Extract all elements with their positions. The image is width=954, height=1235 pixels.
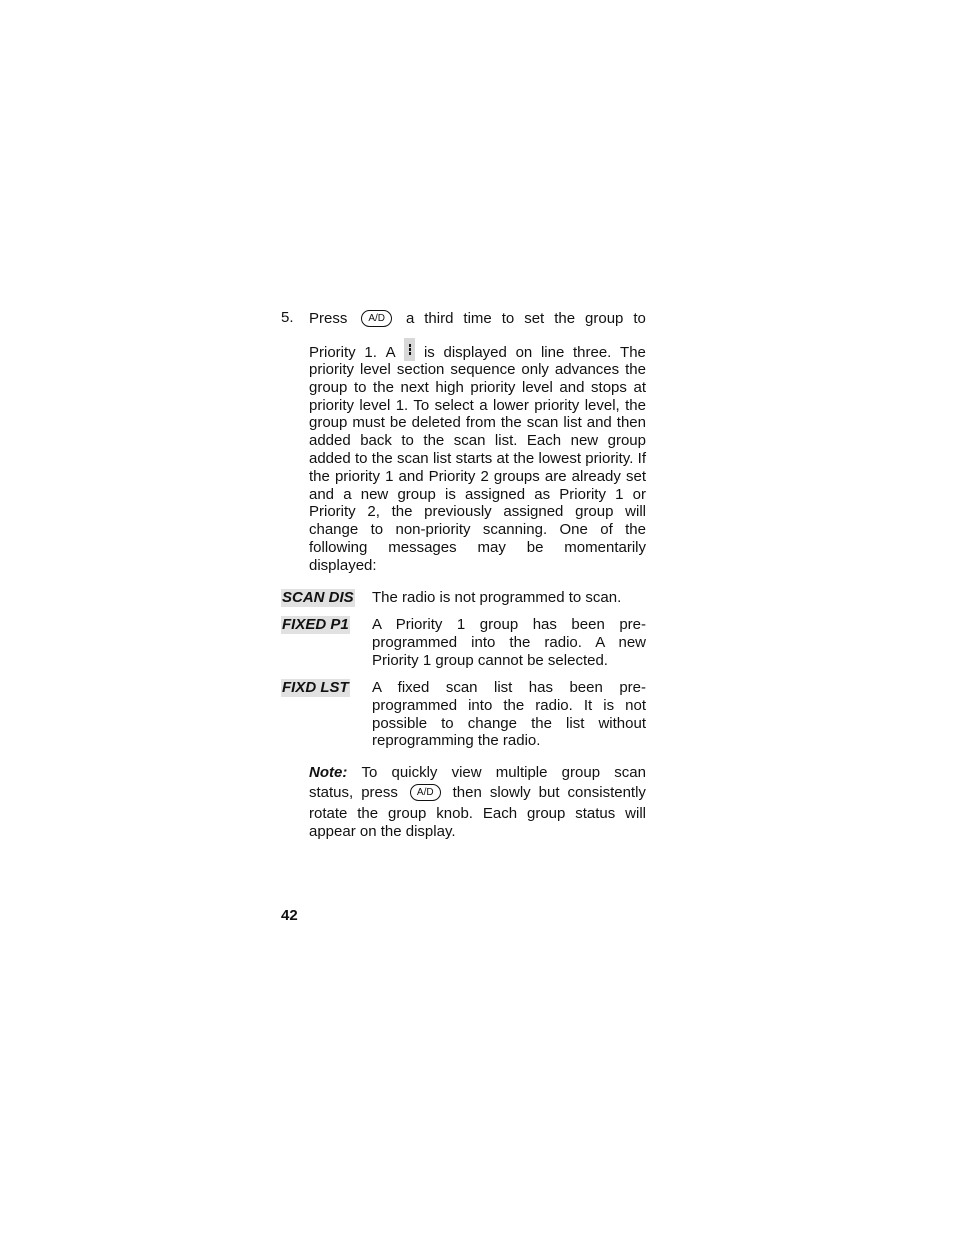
word: scan [614,764,646,781]
word: third [424,309,454,327]
step-first-line [309,307,646,329]
word: set [524,309,545,327]
page-number: 42 [281,907,298,924]
word: time [463,309,492,327]
message-code: SCAN DIS [282,589,354,606]
word: A [385,344,396,361]
word: status, [309,784,354,801]
step-paragraph: priority level section sequence only advances the group to the next high priority level and stops at priority level 1. To select a lower priority level, the group must be deleted from the scan list and then added back to the scan list. Each new group added to the scan list starts at the lowest priority. If the priority 1 and Priority 2 groups are already set and a new group is assigned as Priority 1 or Priority 2, the previously assigned group will change to non-priority scanning. One of the following messages may be momentarily displayed: [309,361,646,574]
note-label: Note: [309,764,348,781]
ad-key-icon: A/D [410,784,441,801]
word: to [633,309,646,327]
note-first-line [309,763,646,782]
message-description: A Priority 1 group has been pre-programmed into the radio. A new Priority 1 group cannot be selected. [372,616,646,669]
word: then [452,784,482,801]
message-code: FIXED P1 [282,616,349,633]
word: The [620,344,646,361]
word: to [501,309,515,327]
ad-key-icon: A/D [361,310,392,327]
word: is [423,344,435,361]
step-second-line [309,335,646,361]
word: group [585,309,624,327]
priority-dots-icon [404,338,415,361]
note-block [309,763,646,841]
word: To [361,764,378,781]
word: the [554,309,576,327]
word: quickly [391,764,438,781]
word: Priority [309,344,356,361]
note-second-line [309,782,646,803]
word: displayed [443,344,507,361]
note-paragraph: rotate the group knob. Each group status will appear on the display. [309,805,646,840]
step-body [309,307,646,575]
word: multiple [495,764,548,781]
word: view [451,764,482,781]
word: group [561,764,601,781]
message-code: FIXD LST [282,679,349,696]
word: on [515,344,533,361]
word: slowly [489,784,531,801]
word: 1. [364,344,377,361]
word: Press [309,309,348,327]
message-description: The radio is not programmed to scan. [372,589,622,606]
message-description: A fixed scan list has been pre-programmed into the radio. It is not possible to change the list without reprogramming the radio. [372,679,646,750]
word: three. [572,344,612,361]
word: but [538,784,560,801]
step-number: 5. [281,309,294,326]
word: consistently [567,784,646,801]
word: line [540,344,565,361]
word: a [405,309,415,327]
word: press [361,784,398,801]
